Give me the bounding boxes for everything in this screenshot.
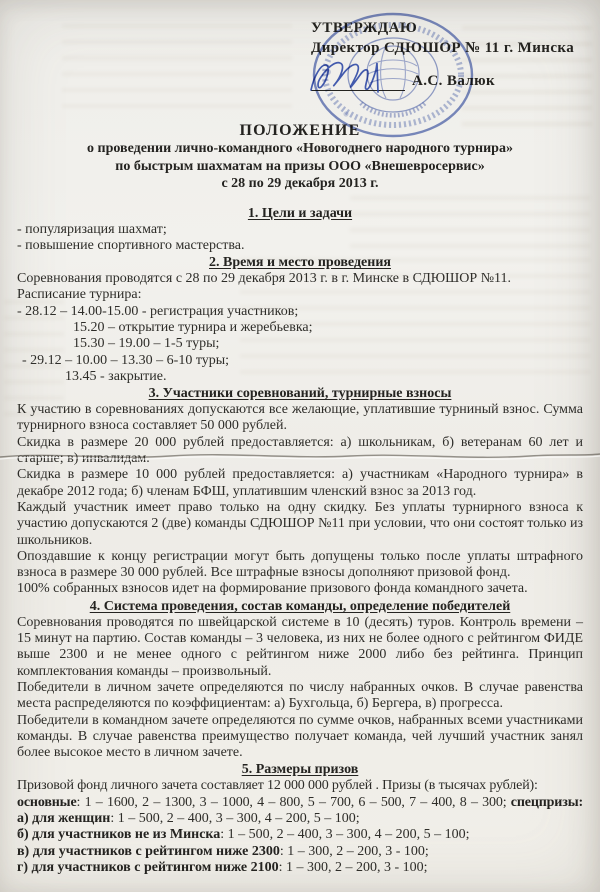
paragraph: Победители в командном зачете определяются по сумме очков, набранных всеми участниками команды. В случае равенства преимущество получает команда, чей лучший участник занял более высокое место в личном зачете. (17, 712, 583, 761)
approval-word: УТВЕРЖДАЮ (311, 20, 418, 36)
special-prize-line (17, 860, 583, 876)
goal-item: - повышение спортивного мастерства. (17, 237, 245, 253)
main-prizes-values: : 1 – 1600, 2 – 1300, 3 – 1000, 4 – 800, 5 – 700, 6 – 500, 7 – 400, 8 – 300; (76, 794, 511, 810)
special-prize-category: б) для участников не из Минска (17, 827, 221, 843)
approval-director-line: Директор СДЮШОР № 11 г. Минска (311, 40, 575, 56)
main-prizes-line (17, 795, 583, 811)
paragraph: 100% собранных взносов идет на формирование призового фонда командного зачета. (17, 581, 528, 597)
document-subtitle-2: по быстрым шахматам на призы ООО «Внешевросервис» (115, 158, 485, 174)
special-prize-line (17, 811, 583, 827)
section5-heading: 5. Размеры призов (241, 762, 359, 778)
signature-line (311, 73, 405, 91)
paragraph: К участию в соревнованиях допускаются все желающие, уплатившие турниный взнос. Сумма турнирного взноса составляет 50 000 рублей. (17, 402, 583, 434)
prize-fund-line: Призовой фонд личного зачета составляет 12 000 000 рублей . Призы (в тысячах рублей): (17, 778, 538, 794)
section3-heading: 3. Участники соревнований, турнирные взносы (148, 386, 452, 402)
special-prize-category: г) для участников с рейтингом ниже 2100 (17, 859, 279, 875)
paragraph: Победители в личном зачете определяются по числу набранных очков. В случае равенства места распределяются по коэффициентам: а) Бухгольца, б) Бергера, в) прогресса. (17, 679, 583, 712)
signature-row (311, 71, 574, 91)
schedule-item: - 28.12 – 14.00-15.00 - регистрация участников; (17, 303, 299, 319)
goal-item: - популяризация шахмат; (17, 221, 167, 237)
paragraph: Скидка в размере 20 000 рублей предоставляется: а) школьникам, б) ветеранам 60 лет и старше; в) инвалидам. (17, 434, 583, 467)
schedule-item: 15.30 – 19.00 – 1-5 туры; (73, 336, 220, 352)
schedule-item: 15.20 – открытие турнира и жеребьевка; (73, 319, 313, 335)
special-prize-line (17, 827, 583, 843)
special-prize-category: а) для женщин (17, 811, 111, 826)
special-prize-line (17, 844, 583, 860)
signature-scribble-icon (307, 56, 403, 98)
special-prizes-label: спецпризы: (510, 794, 583, 810)
special-prize-values: : 1 – 300, 2 – 200, 3 - 100; (279, 843, 429, 859)
paragraph: Соревнования проводятся по швейцарской системе в 10 (десять) туров. Контроль времени – 15 минут на партию. Состав команды – 3 человека, из них не более одного с рейтингом ФИДЕ выше 2300 и не менее одного с рейтингом ниже 2000 либо без рейтинга. Принцип комплектования команды – произвольный. (17, 614, 583, 679)
schedule-item: 13.45 - закрытие. (65, 368, 167, 384)
paragraph: Скидка в размере 10 000 рублей предоставляется: а) участникам «Народного турнира» в декабре 2012 года; б) членам БФШ, уплатившим членский взнос за 2013 год. (17, 467, 583, 499)
special-prize-values: : 1 – 500, 2 – 400, 3 – 300, 4 – 200, 5 – 100; (220, 827, 470, 843)
schedule-item: - 29.12 – 10.00 – 13.30 – 6-10 туры; (22, 352, 230, 368)
document-subtitle-1: о проведении лично-командного «Новогоднего народного турнира» (87, 141, 513, 156)
bleedthrough-artifact (62, 24, 292, 120)
schedule-label: Расписание турнира: (17, 287, 142, 303)
approval-block (311, 18, 574, 91)
special-prize-category: в) для участников с рейтингом ниже 2300 (17, 843, 280, 859)
document-body (0, 121, 600, 876)
venue-line: Соревнования проводятся с 28 по 29 декабря 2013 г. в г. Минске в СДЮШОР №11. (17, 271, 512, 287)
special-prize-values: : 1 – 300, 2 – 200, 3 - 100; (278, 859, 428, 875)
paragraph: Каждый участник имеет право только на одну скидку. Без уплаты турнирного взноса к участию допускаются 2 (две) команды СДЮШОР №11 при условии, что они состоят только из школьников. (17, 499, 583, 548)
main-prizes-label: основные (17, 794, 77, 810)
section4-heading: 4. Система проведения, состав команды, определение победителей (89, 598, 511, 614)
section2-heading: 2. Время и место проведения (209, 255, 391, 271)
section1-heading: 1. Цели и задачи (247, 205, 353, 221)
document-title: ПОЛОЖЕНИЕ (239, 122, 361, 139)
special-prize-values: : 1 – 500, 2 – 400, 3 – 300, 4 – 200, 5 – 100; (110, 811, 360, 826)
signatory-name: А.С. Валюк (412, 73, 496, 89)
paragraph: Опоздавшие к концу регистрации могут быть допущены только после уплаты штрафного взноса в размере 30 000 рублей. Все штрафные взносы дополняют призовой фонд. (17, 548, 583, 581)
document-dates: с 28 по 29 декабря 2013 г. (221, 176, 379, 191)
